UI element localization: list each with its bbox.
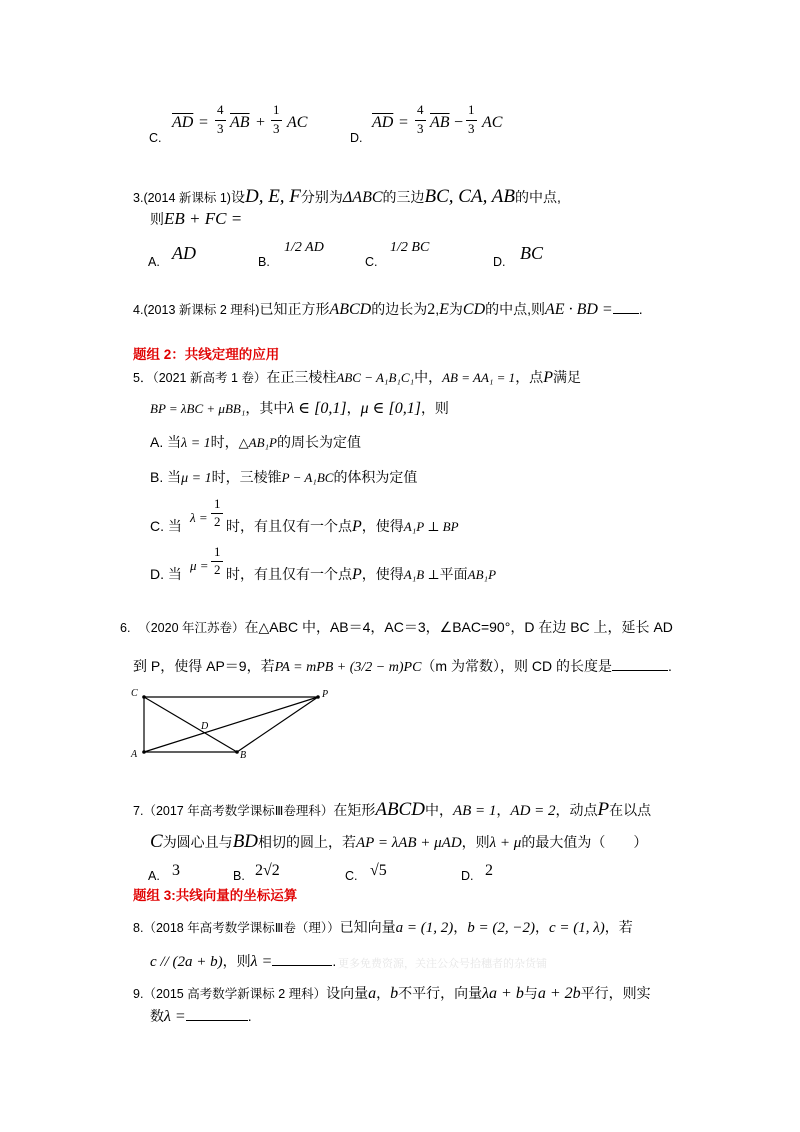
q3-option-c-value: 1/2 BC — [390, 240, 430, 255]
q5-option-d-cond-den: 2 — [214, 562, 221, 577]
q6-figure-point-p — [316, 695, 320, 699]
q9-expr2: a + 2b — [537, 985, 581, 1002]
q7-option-c-label: C. — [345, 869, 358, 883]
q9-answer-blank[interactable] — [186, 1020, 248, 1021]
q5-option-d-obj2: AB₁P — [467, 567, 497, 582]
q9-lam: λ = — [164, 1008, 186, 1025]
q4-square: ABCD — [329, 301, 372, 318]
q9-source: （2015 高考数学新课标 2 理科） — [143, 987, 327, 1001]
q5-option-b-text: 时，三棱锥 — [211, 469, 282, 485]
q8-answer-blank[interactable] — [272, 965, 332, 966]
q5-line2-expr: BP = λBC + μBB₁ — [150, 401, 246, 416]
q5-lambda-range: λ ∈ [0,1] — [287, 400, 347, 417]
q8-c-vec: c = (1, λ) — [548, 920, 605, 936]
q6-line2-a: 到 P，使得 AP＝9，若 — [133, 658, 275, 674]
q5-prism: ABC − A₁B₁C₁ — [336, 370, 415, 385]
q3-triangle: ΔABC — [342, 189, 383, 206]
q3-option-a-label: A. — [148, 255, 160, 269]
q2-option-d-label: D. — [350, 131, 363, 145]
q6-line2-tail: . — [667, 658, 672, 674]
q7-text-b: 中， — [424, 802, 453, 818]
q5-then: ，则 — [420, 400, 449, 416]
q6-figure-edge-cb — [144, 697, 237, 752]
group2-title: 题组 2：共线定理的应用 — [133, 347, 280, 362]
q7-text-d: 在以点 — [609, 802, 652, 818]
q7-number: 7. — [133, 804, 144, 818]
q4-cd: CD — [462, 301, 486, 318]
q4-text-b: 的边长为 — [371, 301, 428, 317]
q6-figure-label-c: C — [131, 688, 138, 699]
q5-option-b-cond: μ = 1 — [181, 471, 212, 486]
q6-figure-point-c — [142, 695, 146, 699]
q4-text-c: , — [435, 301, 440, 317]
q5-option-b-obj: P − A₁BC — [281, 470, 334, 485]
q5-option-d-obj: A₁B ⊥ — [403, 567, 440, 582]
q8-source: （2018 年高考数学课标Ⅲ卷（理）） — [143, 921, 340, 935]
q3-line1 — [133, 186, 561, 208]
q8-b-vec: b = (2, −2) — [467, 920, 535, 936]
q7-source: （2017 年高考数学课标Ⅲ卷理科） — [143, 804, 334, 818]
q6-source: （2020 年江苏卷） — [138, 621, 245, 635]
watermark-text: 更多免费资源，关注公众号拾穗者的杂货铺 — [338, 958, 547, 970]
q5-text-d: 满足 — [552, 369, 581, 385]
q3-text-d: 的中点, — [514, 189, 561, 205]
q6-figure-edge-bp — [237, 697, 318, 752]
q5-text-c: ，点 — [515, 369, 544, 385]
q5-option-a-obj: △AB₁P — [238, 435, 277, 450]
q5-option-d-text: 时，有且仅有一个点 — [226, 566, 352, 582]
q5-option-b — [150, 467, 417, 487]
q7-option-c-value: √5 — [370, 862, 387, 879]
q9-line2 — [150, 1006, 252, 1026]
q8-line2 — [150, 951, 336, 971]
q5-cond: AB = AA₁ = 1 — [442, 370, 516, 385]
q5-mu-range: μ ∈ [0,1] — [360, 400, 421, 417]
q5-option-a-tail: 的周长为定值 — [276, 434, 361, 450]
q7-option-b-label: B. — [233, 869, 245, 883]
q6-figure-label-b: B — [240, 750, 247, 761]
q4-expr: AE · BD = — [545, 301, 613, 318]
q7-text-e: 为圆心且与 — [162, 834, 233, 850]
q7-text-c: ，动点 — [555, 802, 598, 818]
q6-answer-blank[interactable] — [612, 670, 668, 671]
q6-line2-b: （m 为常数），则 CD 的长度是 — [421, 658, 612, 674]
q4-number: 4. — [133, 303, 144, 317]
q4-text-a: 已知正方形 — [259, 301, 330, 317]
q3-option-c-label: C. — [365, 255, 378, 269]
q6-line2-expr: PA = mPB + (3/2 − m)PC — [274, 660, 422, 675]
q7-line2 — [150, 831, 647, 853]
q5-option-c-rest — [226, 516, 459, 536]
q5-option-c-cond-sym: λ = — [190, 510, 208, 525]
q7-p: P — [597, 799, 610, 820]
q6-line1-text: 在△ABC 中，AB＝4，AC＝3，∠BAC=90°，D 在边 BC 上，延长 AD — [244, 619, 673, 635]
q9-line2-a: 数 — [150, 1008, 164, 1024]
q4-tail: . — [638, 301, 643, 317]
q7-option-a-value: 3 — [172, 862, 180, 879]
q5-option-c-p: P — [352, 518, 362, 535]
q7-line1 — [133, 799, 651, 821]
q8-lam: λ = — [250, 953, 273, 970]
q2-option-c-label: C. — [149, 131, 162, 145]
q7-option-b-value: 2√2 — [255, 862, 280, 879]
q5-option-d-label: D. 当 — [150, 566, 182, 582]
q5-option-c-cond-den: 2 — [214, 514, 221, 529]
q5-line1 — [133, 367, 581, 387]
q4-text-d: 为 — [448, 301, 463, 317]
q3-line2 — [150, 209, 242, 229]
q4-answer-blank[interactable] — [613, 313, 639, 314]
q7-ad: AD = 2 — [510, 803, 556, 819]
q3-points: D, E, F — [244, 186, 301, 207]
q4-side: 2 — [427, 301, 436, 318]
q5-option-c-label: C. 当 — [150, 518, 182, 534]
q5-option-b-label: B. 当 — [150, 469, 182, 485]
q3-option-b-value: 1/2 AD — [284, 240, 324, 255]
q5-option-a-label: A. 当 — [150, 434, 182, 450]
q5-option-d-cond-sym: μ = — [190, 558, 209, 573]
q3-option-d-value: BC — [520, 243, 544, 263]
q7-rect: ABCD — [375, 799, 425, 820]
q5-option-d-text2: ，使得 — [361, 566, 404, 582]
q5-option-d-tail: 平面 — [439, 566, 468, 582]
q3-sides: BC, CA, AB — [424, 186, 515, 207]
q8-line2-expr: c // (2a + b) — [150, 954, 223, 970]
q5-option-d-cond-num: 1 — [214, 544, 221, 559]
q8-tail: . — [332, 953, 337, 969]
q3-option-d-label: D. — [493, 255, 506, 269]
q4-source: (2013 新课标 2 理科) — [143, 303, 260, 317]
q6-line2 — [133, 656, 672, 676]
q6-line1 — [120, 617, 673, 637]
q5-option-d-rest — [226, 564, 496, 584]
q8-text-a: 已知向量 — [339, 919, 396, 935]
q9-number: 9. — [133, 987, 144, 1001]
q6-number: 6. — [120, 621, 131, 635]
q3-expr: EB + FC = — [164, 209, 243, 228]
q3-text-c: 的三边 — [382, 189, 425, 205]
q8-number: 8. — [133, 921, 144, 935]
q7-text-a: 在矩形 — [333, 802, 376, 818]
q8-text-b: ，若 — [604, 919, 633, 935]
q9-a: a — [368, 985, 377, 1002]
q5-option-d-p: P — [352, 566, 362, 583]
q7-ab: AB = 1 — [452, 803, 497, 819]
q3-number: 3. — [133, 191, 144, 205]
q4-text-e: 的中点,则 — [485, 301, 546, 317]
q5-option-b-tail: 的体积为定值 — [333, 469, 418, 485]
q8-a-vec: a = (1, 2) — [395, 920, 454, 936]
q5-source: （2021 新高考 1 卷） — [152, 371, 267, 385]
q9-tail: . — [247, 1008, 252, 1024]
q3-option-a-value: AD — [172, 243, 196, 263]
q8-line1: 8.（2018 年高考数学课标Ⅲ卷（理））已知向量a = (1, 2)，b = (2, −2)，c = (1, λ)，若 — [133, 919, 633, 936]
q3-option-b-label: B. — [258, 255, 270, 269]
q6-figure-label-d: D — [201, 721, 209, 732]
q5-option-c-text: 时，有且仅有一个点 — [226, 518, 352, 534]
q9-text-c: 与 — [523, 985, 538, 1001]
q7-option-a-label: A. — [148, 869, 160, 883]
q7-expr: AP = λAB + μAD — [356, 835, 462, 851]
q7-c: C — [150, 831, 163, 852]
q5-option-c-obj: A₁P ⊥ BP — [403, 519, 459, 534]
q9-expr1: λa + b — [482, 985, 524, 1002]
q3-source: (2014 新课标 1) — [143, 191, 231, 205]
q7-text-h: 的最大值为（ ） — [521, 834, 648, 850]
q7-text-f: 相切的圆上，若 — [258, 834, 357, 850]
q5-text-b: 中， — [414, 369, 443, 385]
q9-text-b: 不平行，向量 — [398, 985, 483, 1001]
q9-line1: 9.（2015 高考数学新课标 2 理科）设向量a，b不平行，向量λa + b与a + 2b平行，则实 — [133, 985, 651, 1002]
group3-title: 题组 3:共线向量的坐标运算 — [133, 888, 298, 903]
q3-text-b: 分别为 — [300, 189, 343, 205]
q6-figure-point-b — [235, 750, 239, 754]
q5-option-a — [150, 432, 361, 452]
q5-option-c-text2: ，使得 — [361, 518, 404, 534]
q7-text-g: ，则 — [461, 834, 490, 850]
q6-figure-point-a — [142, 750, 146, 754]
q4-e: E — [439, 301, 449, 318]
q5-option-a-text: 时， — [210, 434, 239, 450]
q5-p: P — [543, 369, 553, 386]
q7-option-d-label: D. — [461, 869, 474, 883]
q5-text-a: 在正三棱柱 — [266, 369, 337, 385]
q6-figure-label-a: A — [131, 749, 138, 760]
q6-figure-label-p: P — [322, 689, 329, 700]
q7-option-d-value: 2 — [485, 862, 493, 879]
q5-line2: BP = λBC + μBB₁，其中λ ∈ [0,1]，μ ∈ [0,1]，则 — [150, 400, 449, 417]
q8-text-c: ，则 — [222, 953, 251, 969]
q9-text-d: 平行，则实 — [580, 985, 651, 1001]
q5-option-a-cond: λ = 1 — [181, 436, 211, 451]
q7-sum: λ + μ — [489, 835, 522, 851]
q3-text-a: 设 — [230, 189, 245, 205]
q5-option-c-cond-num: 1 — [214, 496, 221, 511]
q7-bd: BD — [232, 831, 259, 852]
q5-number: 5． — [133, 371, 153, 385]
q9-text-a: 设向量 — [326, 985, 369, 1001]
q4-line — [133, 299, 643, 319]
q7-sep: ， — [496, 802, 511, 818]
q6-figure-edge-ap — [144, 697, 318, 752]
q3-then: 则 — [150, 211, 164, 227]
q5-line2-text: ，其中 — [245, 400, 288, 416]
q9-b: b — [390, 985, 399, 1002]
